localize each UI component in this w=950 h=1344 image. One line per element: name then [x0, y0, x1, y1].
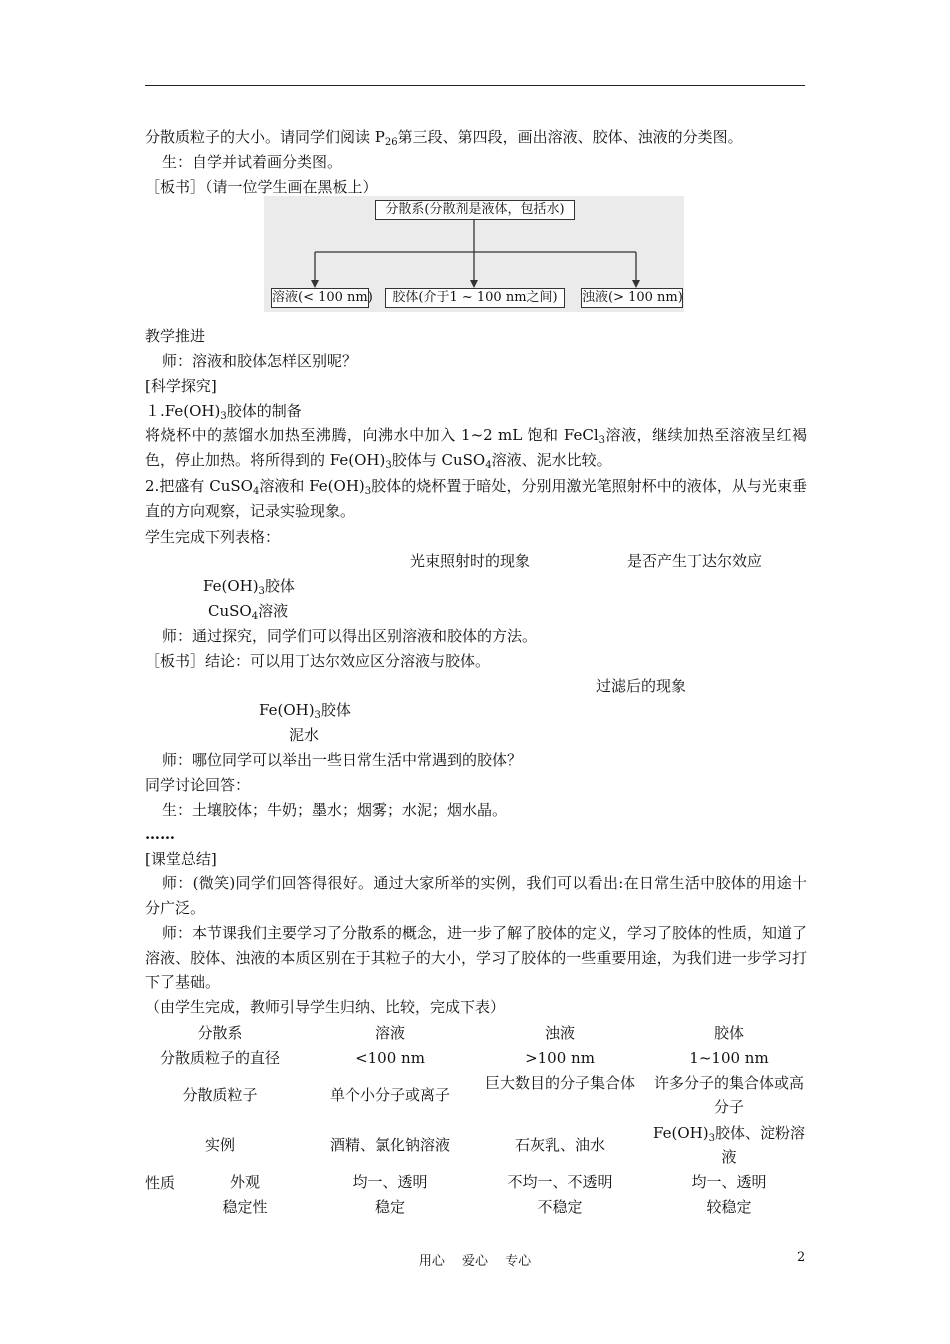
- text-line: [科学探究]: [145, 377, 217, 395]
- summary-header-cell: 胶体: [713, 1024, 744, 1042]
- table-header: 光束照射时的现象: [410, 552, 531, 570]
- summary-cell: <100 nm: [355, 1049, 425, 1067]
- summary-header-cell: 分散系: [197, 1024, 243, 1042]
- table-header: 是否产生丁达尔效应: [627, 552, 763, 570]
- paragraph: 将烧杯中的蒸馏水加热至沸腾，向沸水中加入 1~2 mL 饱和 FeCl$_3$溶液，继续加热至溶液呈红褐色，停止加热。将所得到的 $Fe(OH)_3$胶体与 CuSO$_4$溶液、泥水比较。: [145, 426, 807, 471]
- text-line: （由学生完成，教师引导学生归纳、比较，完成下表）: [145, 998, 506, 1016]
- paragraph: 师：(微笑)同学们回答得很好。通过大家所举的实例，我们可以看出:在日常生活中胶体的用途十分广泛。: [145, 874, 807, 917]
- diagram-suspension-box: 浊液(> 100 nm): [581, 288, 683, 308]
- summary-cell: 实例: [204, 1136, 235, 1154]
- diagram-root-box: 分散系(分散剂是液体，包括水): [375, 200, 575, 220]
- summary-cell: 均一、透明: [352, 1173, 428, 1191]
- summary-cell: 许多分子的集合体或高分子: [653, 1074, 804, 1116]
- summary-cell: 性质: [145, 1174, 176, 1192]
- text-line: 师：哪位同学可以举出一些日常生活中常遇到的胶体？: [162, 751, 523, 769]
- table-header: 过滤后的现象: [596, 677, 687, 695]
- table-row-label: 泥水: [289, 726, 320, 744]
- summary-cell: 单个小分子或离子: [329, 1086, 450, 1104]
- summary-cell: 分散质粒子的直径: [159, 1049, 280, 1067]
- summary-cell: 均一、透明: [691, 1173, 767, 1191]
- summary-cell: 稳定: [374, 1198, 405, 1216]
- table-row-label: $Fe(OH)_3$胶体: [203, 577, 295, 597]
- summary-header-cell: 浊液: [544, 1024, 575, 1042]
- table-row-label: $Fe(OH)_3$胶体: [259, 701, 351, 721]
- header-rule: [145, 85, 805, 86]
- summary-cell: 不稳定: [537, 1198, 583, 1216]
- text-line: 学生完成下列表格：: [145, 528, 281, 546]
- summary-header-cell: 溶液: [374, 1024, 405, 1042]
- summary-cell: 分散质粒子: [182, 1086, 258, 1104]
- page-footer: 用心 爱心 专心: [418, 1254, 532, 1269]
- text-line: 师：溶液和胶体怎样区别呢？: [162, 352, 358, 370]
- text-line: $1.Fe(OH)_3$胶体的制备: [145, 402, 302, 422]
- text-line: 生：自学并试着画分类图。: [162, 153, 343, 171]
- text-line: ……: [145, 825, 175, 843]
- diagram-colloid-box: 胶体(介于1 ~ 100 nm之间): [385, 288, 565, 308]
- page-number: 2: [797, 1250, 806, 1265]
- summary-cell: 酒精、氯化钠溶液: [329, 1136, 450, 1154]
- summary-cell: $Fe(OH)_3$胶体、淀粉溶液: [653, 1124, 805, 1166]
- summary-cell: 较稳定: [706, 1198, 752, 1216]
- diagram-solution-box: 溶液(< 100 nm): [271, 288, 369, 308]
- text-line: 生：土壤胶体；牛奶；墨水；烟雾；水泥；烟水晶。: [162, 801, 508, 819]
- table-row-label: CuSO$_4$溶液: [208, 602, 289, 622]
- text-line: 师：通过探究，同学们可以得出区别溶液和胶体的方法。: [162, 627, 538, 645]
- summary-cell: 稳定性: [222, 1198, 268, 1216]
- text-line: 分散质粒子的大小。请同学们阅读 $P_{26}$第三段、第四段，画出溶液、胶体、浊液的分类图。: [145, 128, 743, 148]
- text-line: 教学推进: [145, 327, 206, 345]
- summary-cell: 不均一、不透明: [507, 1173, 613, 1191]
- classification-diagram: [264, 196, 684, 312]
- text-line: [课堂总结]: [145, 850, 217, 868]
- summary-cell: 外观: [229, 1173, 260, 1191]
- text-line: ［板书］（请一位学生画在黑板上）: [145, 178, 378, 196]
- paragraph: 师：本节课我们主要学习了分散系的概念，进一步了解了胶体的定义，学习了胶体的性质，知道了溶液、胶体、浊液的本质区别在于其粒子的大小，学习了胶体的一些重要用途，为我们进一步学习打下了基础。: [145, 924, 808, 991]
- paragraph: 2.把盛有 CuSO$_4$溶液和 $Fe(OH)_3$胶体的烧杯置于暗处，分别用激光笔照射杯中的液体，从与光束垂直的方向观察，记录实验现象。: [145, 477, 807, 520]
- summary-cell: 巨大数目的分子集合体: [484, 1074, 635, 1092]
- summary-cell: >100 nm: [525, 1049, 595, 1067]
- summary-cell: 1~100 nm: [689, 1049, 769, 1067]
- text-line: 同学讨论回答：: [145, 776, 251, 794]
- text-line: ［板书］结论：可以用丁达尔效应区分溶液与胶体。: [145, 652, 491, 670]
- summary-cell: 石灰乳、油水: [514, 1136, 605, 1154]
